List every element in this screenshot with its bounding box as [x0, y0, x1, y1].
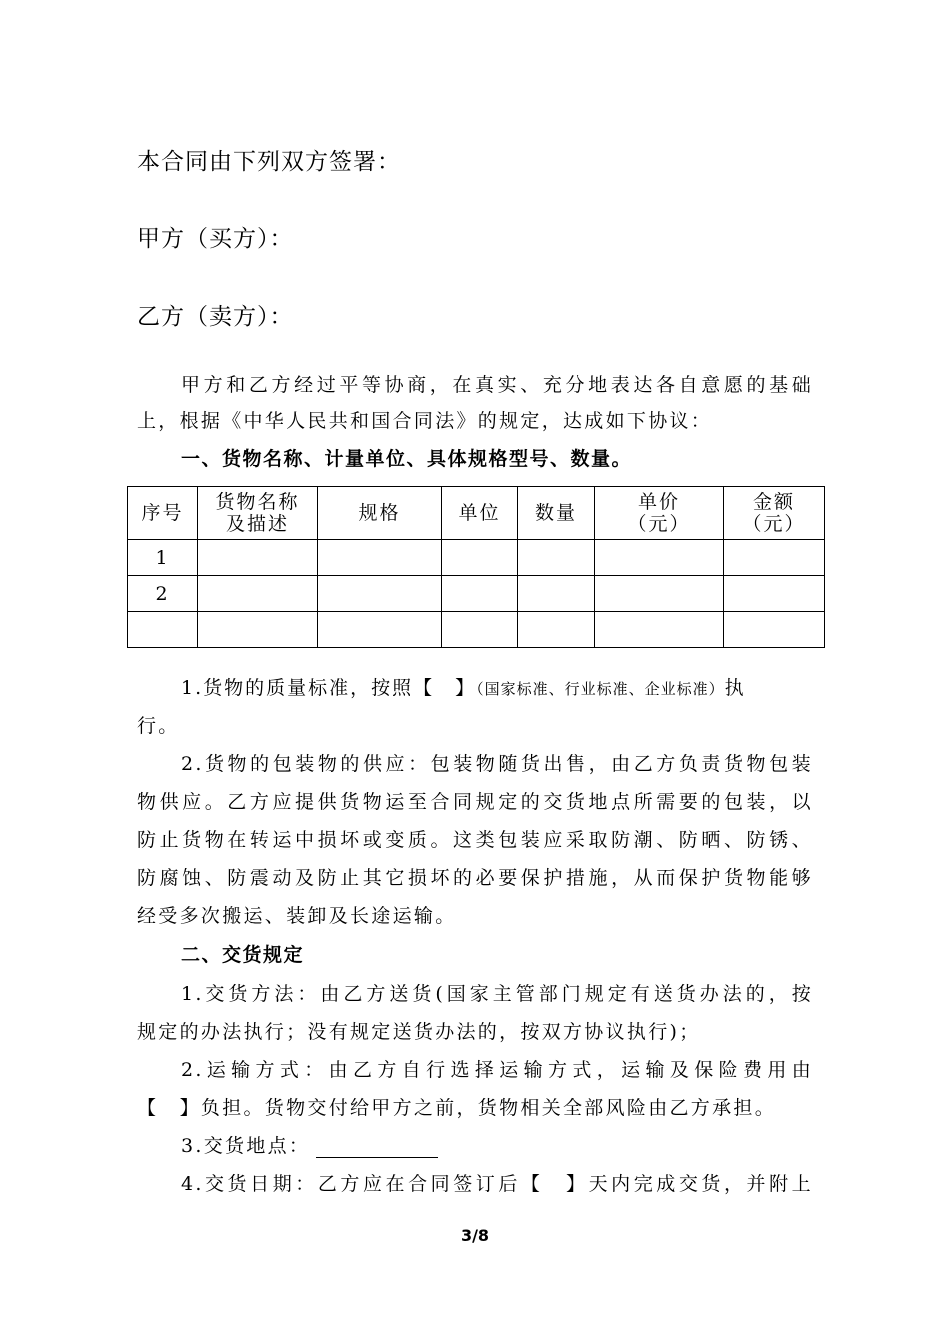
party-b-label: 乙方（卖方）： — [137, 304, 294, 330]
header-amount: 金额 （元） — [724, 487, 825, 540]
goods-table — [127, 486, 825, 648]
party-a-label: 甲方（买方）： — [137, 226, 294, 252]
delivery-place-label: 3.交货地点： — [181, 1135, 311, 1157]
delivery-place — [181, 1131, 438, 1158]
table-cell — [198, 576, 318, 612]
quality-text-a: 1.货物的质量标准，按照【 】 — [181, 677, 477, 699]
header-quantity: 数量 — [518, 487, 595, 540]
table-row — [128, 540, 825, 576]
table-cell — [518, 540, 595, 576]
table-cell — [442, 576, 518, 612]
table-cell — [595, 612, 724, 648]
table-cell — [318, 540, 442, 576]
quality-text-c: 执 — [724, 677, 746, 699]
table-cell — [198, 540, 318, 576]
table-cell — [518, 612, 595, 648]
quality-text-options: （国家标准、行业标准、企业标准） — [476, 680, 725, 698]
table-cell — [724, 612, 825, 648]
packing-line-5: 经受多次搬运、装卸及长途运输。 — [137, 905, 457, 927]
quality-standard-line-2: 行。 — [137, 715, 180, 737]
page-number: 3/8 — [460, 1226, 490, 1245]
intro-line-1: 甲方和乙方经过平等协商，在真实、充分地表达各自意愿的基础 — [181, 374, 813, 396]
packing-line-3: 防止货物在转运中损坏或变质。这类包装应采取防潮、防晒、防锈、 — [137, 829, 813, 851]
table-cell — [724, 576, 825, 612]
table-cell — [518, 576, 595, 612]
table-cell — [595, 576, 724, 612]
packing-line-2: 物供应。乙方应提供货物运至合同规定的交货地点所需要的包装，以 — [137, 791, 813, 813]
table-cell — [128, 612, 198, 648]
quality-standard-line-1 — [181, 673, 746, 700]
table-cell — [724, 540, 825, 576]
intro-line-2: 上，根据《中华人民共和国合同法》的规定，达成如下协议： — [137, 410, 713, 432]
section-1-title: 一、货物名称、计量单位、具体规格型号、数量。 — [181, 448, 633, 470]
table-cell — [318, 612, 442, 648]
table-cell: 1 — [128, 540, 198, 576]
signing-heading: 本合同由下列双方签署： — [137, 149, 401, 175]
delivery-place-blank[interactable] — [316, 1139, 438, 1158]
table-cell — [198, 612, 318, 648]
table-cell — [442, 540, 518, 576]
header-unit-price: 单价 （元） — [595, 487, 724, 540]
delivery-method-line-1: 1.交货方法：由乙方送货(国家主管部门规定有送货办法的，按 — [181, 983, 813, 1005]
delivery-date-line: 4.交货日期：乙方应在合同签订后【 】天内完成交货，并附上 — [181, 1173, 813, 1195]
delivery-method-line-2: 规定的办法执行；没有规定送货办法的，按双方协议执行)； — [137, 1021, 701, 1043]
transport-line-2: 【 】负担。货物交付给甲方之前，货物相关全部风险由乙方承担。 — [137, 1097, 777, 1119]
header-index: 序号 — [128, 487, 198, 540]
table-cell — [442, 612, 518, 648]
transport-line-1: 2.运输方式：由乙方自行选择运输方式，运输及保险费用由 — [181, 1059, 813, 1081]
header-unit: 单位 — [442, 487, 518, 540]
table-header-row — [128, 487, 825, 540]
table-row — [128, 576, 825, 612]
table-cell — [595, 540, 724, 576]
header-goods-name: 货物名称 及描述 — [198, 487, 318, 540]
section-2-title: 二、交货规定 — [181, 944, 305, 966]
table-cell: 2 — [128, 576, 198, 612]
header-spec: 规格 — [318, 487, 442, 540]
table-row — [128, 612, 825, 648]
packing-line-1: 2.货物的包装物的供应：包装物随货出售，由乙方负责货物包装 — [181, 753, 813, 775]
packing-line-4: 防腐蚀、防震动及防止其它损坏的必要保护措施，从而保护货物能够 — [137, 867, 813, 889]
table-cell — [318, 576, 442, 612]
